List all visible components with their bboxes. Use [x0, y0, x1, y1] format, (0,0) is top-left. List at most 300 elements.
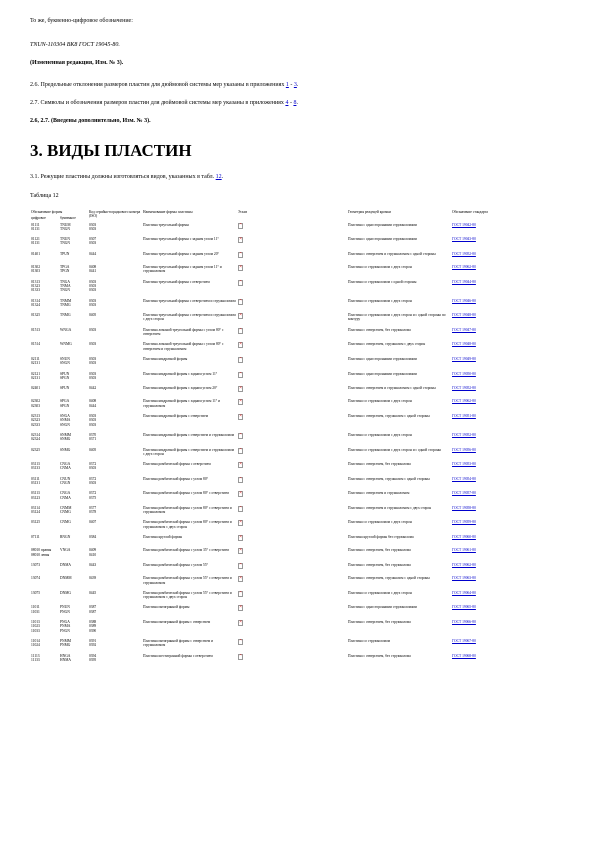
- cell-digital-code: 13073: [31, 562, 40, 567]
- header-sketch: Эскиз: [238, 210, 248, 214]
- cell-serial-code: 0303 0303: [89, 371, 97, 380]
- cell-sketch: [237, 520, 347, 535]
- cell-digital-code: 01513: [31, 327, 40, 332]
- cell-digital-code: 01514: [31, 342, 40, 347]
- table-row: [30, 491, 511, 506]
- cell-serial-code: 0303 0303 0303: [89, 279, 97, 293]
- cell-geometry: Пластина с отверстием, без стружколома: [348, 653, 411, 658]
- cell-shape-name: Пластина шестигранной формы с отверстием: [143, 653, 213, 658]
- header-standard: Обозначение стандарта: [452, 210, 488, 214]
- cell-sketch: [237, 620, 347, 639]
- cell-serial-code: 0405: [89, 447, 97, 452]
- cell-standard: [451, 639, 511, 654]
- cell-alnum-code: SNGA SNMA SNGN: [60, 414, 71, 427]
- standard-link[interactable]: ГОСТ 19062-80: [452, 265, 476, 270]
- standard-link[interactable]: ГОСТ 19067-80: [452, 638, 476, 643]
- table-body: [30, 223, 511, 669]
- broken-image-icon: [238, 372, 243, 378]
- cell-standard: [451, 372, 511, 387]
- broken-image-icon: [238, 223, 243, 229]
- table-row: [30, 237, 511, 252]
- header-shape: Наименование формы пластины: [143, 210, 193, 214]
- broken-image-icon: [238, 491, 243, 497]
- cell-alnum-code: DNMA: [60, 562, 71, 567]
- cell-serial-code: 0370 0371: [89, 432, 97, 442]
- cell-geometry: Пластина с отверстием, без стружколома: [348, 548, 411, 553]
- cell-sketch: [237, 491, 347, 506]
- cell-alnum-code: SNMG: [60, 447, 71, 452]
- cell-digital-code: 08010 правая 08010 левая: [31, 548, 52, 557]
- standard-link[interactable]: ГОСТ 19063-80: [452, 576, 476, 581]
- cell-serial-code: 0445: [89, 590, 97, 595]
- standard-link[interactable]: ГОСТ 19046-80: [452, 298, 476, 303]
- broken-image-icon: [238, 299, 243, 305]
- header-digital: цифровое: [31, 216, 46, 221]
- cell-standard: [451, 506, 511, 521]
- table-row: [30, 520, 511, 535]
- broken-image-icon: [238, 639, 243, 645]
- broken-image-icon: [238, 386, 243, 392]
- cell-geometry: Пластина с отверстием и стружколомом с одной стороны: [348, 386, 436, 391]
- cell-geometry: Пластина со стружколомом с двух сторон: [348, 520, 412, 525]
- cell-standard: [451, 605, 511, 620]
- broken-image-icon: [238, 591, 243, 597]
- cell-digital-code: 11113 11133: [31, 653, 40, 662]
- broken-image-icon: [238, 654, 243, 660]
- cell-geometry: Пластина с односторонними стружколомами: [348, 222, 417, 227]
- cell-shape-name: Пластина ромбической формы с углом 55°: [143, 562, 209, 567]
- standard-link[interactable]: ГОСТ 19052-80: [452, 386, 476, 391]
- cell-geometry: Пластина с отверстием, без стружколома: [348, 562, 411, 567]
- cell-alnum-code: TNMG: [60, 313, 71, 318]
- cell-digital-code: 01313 01323 01333: [31, 279, 40, 293]
- cell-standard: [451, 535, 511, 548]
- cell-geometry: Пластина со стружколомом с двух сторон: [348, 432, 412, 437]
- cell-sketch: [237, 223, 347, 238]
- cell-alnum-code: TNUN TNGN: [60, 237, 70, 246]
- cell-geometry: Пластина с отверстием, стружколом с одной стороны: [348, 476, 430, 481]
- table-row: [30, 386, 511, 399]
- cell-standard: [451, 548, 511, 563]
- standard-link[interactable]: ГОСТ 19065-80: [452, 605, 476, 610]
- section-heading: 3. ВИДЫ ПЛАСТИН: [30, 141, 192, 160]
- standard-link[interactable]: ГОСТ 19064-80: [452, 590, 476, 595]
- cell-shape-name: Пластина треугольной формы: [143, 222, 189, 227]
- cell-serial-code: 0384: [89, 535, 97, 540]
- standard-link[interactable]: ГОСТ 19056-80: [452, 447, 476, 452]
- cell-alnum-code: RNGN: [60, 535, 71, 540]
- cell-sketch: [237, 462, 347, 477]
- standard-link[interactable]: ГОСТ 19060-80: [452, 535, 476, 540]
- cell-geometry: Пластина с односторонними стружколомами: [348, 237, 417, 242]
- broken-image-icon: [238, 462, 243, 468]
- link-appendix-1[interactable]: 1: [285, 82, 289, 88]
- cell-shape-name: Пластина пятигранной формы с отверстием: [143, 620, 211, 625]
- standard-link[interactable]: ГОСТ 19047-80: [452, 327, 476, 332]
- cell-alnum-code: CNGA CNMA: [60, 491, 71, 500]
- broken-image-icon: [238, 506, 243, 512]
- cell-alnum-code: CNUN CNGN: [60, 476, 71, 485]
- standard-link[interactable]: ГОСТ 19044-80: [452, 279, 476, 284]
- cell-shape-name: Пластина ромбической формы с углом 80°: [143, 476, 209, 481]
- cell-digital-code: 02121 02131: [31, 371, 40, 380]
- paragraph-2-7: 2.7. Символы и обозначения размеров пластин для дюймовой системы мер указаны в приложениях 4 - 8.: [30, 100, 298, 106]
- cell-geometry: Пластина с отверстием, без стружколома: [348, 620, 411, 625]
- cell-standard: [451, 491, 511, 506]
- cell-standard: [451, 237, 511, 252]
- cell-digital-code: 02302 02303: [31, 399, 40, 408]
- cell-sketch: [237, 639, 347, 654]
- cell-shape-name: Пластина ромбической формы с углом 35° с отверстием: [143, 548, 229, 553]
- table-row: [30, 280, 511, 299]
- broken-image-icon: [238, 520, 243, 526]
- cell-digital-code: 03114 03124: [31, 505, 40, 515]
- cell-digital-code: 02314 02324: [31, 432, 40, 442]
- broken-image-icon: [238, 620, 243, 626]
- cell-digital-code: 11011 11031: [31, 605, 40, 614]
- standard-link[interactable]: ГОСТ 19059-80: [452, 520, 476, 525]
- cell-alnum-code: CNGA CNMA: [60, 462, 71, 471]
- cell-alnum-code: TPGA TPGN: [60, 265, 70, 274]
- cell-sketch: [237, 654, 347, 669]
- standard-link[interactable]: ГОСТ 19062-80: [452, 562, 476, 567]
- cell-geometry: Пластина со стружколомом с двух сторон и с одной стороны: [348, 447, 441, 452]
- cell-shape-name: Пластина ромбической формы с отверстием: [143, 462, 211, 467]
- cell-shape-name: Пластина треугольной формы с отверстием: [143, 279, 210, 284]
- cell-serial-code: 0405: [89, 313, 97, 318]
- cell-standard: [451, 223, 511, 238]
- table-row: [30, 548, 511, 563]
- table-row: [30, 399, 511, 414]
- amendment-note: (Измененная редакция, Изм. № 3).: [30, 60, 124, 66]
- cell-digital-code: 02401: [31, 386, 40, 391]
- standard-link[interactable]: ГОСТ 19068-80: [452, 653, 476, 658]
- standard-link[interactable]: ГОСТ 19054-80: [452, 476, 476, 481]
- cell-standard: [451, 299, 511, 314]
- standard-link[interactable]: ГОСТ 19061-80: [452, 548, 476, 553]
- cell-serial-code: 0372 0303: [89, 462, 97, 471]
- table-row: [30, 477, 511, 492]
- standard-link[interactable]: ГОСТ 19053-80: [452, 462, 476, 467]
- cell-sketch: [237, 414, 347, 433]
- cell-geometry: Пластина со стружколомом с двух сторон: [348, 298, 412, 303]
- cell-serial-code: 0408 0444: [89, 399, 97, 408]
- cell-digital-code: 02313 02323 02333: [31, 414, 40, 427]
- cell-standard: [451, 620, 511, 639]
- cell-geometry: Пластина с отверстием, стружколом с двух сторон: [348, 342, 426, 347]
- cell-digital-code: 11013 11023 11033: [31, 620, 40, 633]
- cell-geometry: Пластина с односторонними стружколомами: [348, 371, 417, 376]
- cell-shape-name: Пластина ломаной треугольной формы с углом 80° с отверстием и стружколомом: [143, 342, 224, 351]
- table-row: [30, 506, 511, 521]
- cell-shape-name: Пластина треугольной формы с задним углом 20°: [143, 251, 219, 256]
- cell-geometry: Пластина со стружколомом с двух сторон: [348, 590, 412, 595]
- table-header-row: [30, 210, 511, 216]
- cell-serial-code: 0407: [89, 520, 97, 525]
- cell-alnum-code: SPGA SPGN: [60, 399, 70, 408]
- cell-digital-code: 01121 01131: [31, 237, 40, 246]
- cell-geometry: Пластина круглой формы без стружколома: [348, 535, 414, 540]
- cell-standard: [451, 433, 511, 448]
- cell-alnum-code: VNGA: [60, 548, 71, 553]
- cell-digital-code: 03113 03133: [31, 462, 40, 471]
- table-row: [30, 605, 511, 620]
- cell-alnum-code: DNMM: [60, 576, 72, 581]
- cell-digital-code: 13075: [31, 590, 40, 595]
- cell-standard: [451, 265, 511, 280]
- cell-geometry: Пластина с отверстием и стружколомом с двух сторон: [348, 505, 432, 510]
- table-row: [30, 342, 511, 357]
- cell-standard: [451, 399, 511, 414]
- standard-link[interactable]: ГОСТ 19050-80: [452, 371, 476, 376]
- cell-shape-name: Пластина квадратной формы с отверстием и стружколомом с двух сторон: [143, 447, 235, 456]
- cell-alnum-code: TNGA TNMA TNGN: [60, 279, 71, 293]
- cell-shape-name: Пластина круглой формы: [143, 535, 183, 540]
- cell-serial-code: 0372 0303: [89, 476, 97, 485]
- cell-serial-code: 0443: [89, 562, 97, 567]
- cell-serial-code: 0409 0410: [89, 548, 97, 557]
- cell-sketch: [237, 313, 347, 328]
- cell-serial-code: 0372 0375: [89, 491, 97, 500]
- cell-digital-code: 01302 01303: [31, 265, 40, 274]
- cell-standard: [451, 328, 511, 343]
- cell-alnum-code: CNMG: [60, 520, 71, 525]
- cell-geometry: Пластина с односторонними стружколомами: [348, 605, 417, 610]
- cell-sketch: [237, 252, 347, 265]
- cell-geometry: Пластина со стружколомом с двух сторон: [348, 399, 412, 404]
- cell-standard: [451, 520, 511, 535]
- broken-image-icon: [238, 448, 243, 454]
- cell-geometry: Пластина с отверстием и стружколомом: [348, 491, 410, 496]
- cell-serial-code: 0391 0392: [89, 638, 97, 648]
- table-row: [30, 433, 511, 448]
- table-row: [30, 328, 511, 343]
- cell-standard: [451, 576, 511, 591]
- cell-digital-code: 11014 11024: [31, 638, 40, 648]
- cell-alnum-code: PNUN PNGN: [60, 605, 70, 614]
- cell-alnum-code: PNGA PNMA PNGN: [60, 620, 71, 633]
- cell-sketch: [237, 328, 347, 343]
- cell-sketch: [237, 280, 347, 299]
- table-row: [30, 357, 511, 372]
- cell-alnum-code: SNMM SNMG: [60, 432, 71, 442]
- cell-serial-code: 0442: [89, 386, 97, 391]
- header-alnum: буквенное: [60, 216, 76, 221]
- cell-shape-name: Пластина квадратной формы с задним углом 20°: [143, 386, 218, 391]
- table-row: [30, 576, 511, 591]
- cell-sketch: [237, 357, 347, 372]
- cell-digital-code: 07111: [31, 535, 40, 540]
- broken-image-icon: [238, 252, 243, 258]
- cell-alnum-code: HNGA HNMA: [60, 653, 71, 662]
- cell-serial-code: 0303 0303: [89, 298, 97, 307]
- cell-shape-name: Пластина треугольной формы с отверстием и стружколомом: [143, 298, 236, 303]
- cell-sketch: [237, 605, 347, 620]
- broken-image-icon: [238, 477, 243, 483]
- cell-serial-code: 0388 0389 0390: [89, 620, 97, 633]
- cell-alnum-code: TNUM TNGN: [60, 222, 71, 231]
- standard-link[interactable]: ГОСТ 19052-80: [452, 432, 476, 437]
- cell-digital-code: 01314 01324: [31, 298, 40, 307]
- standard-link[interactable]: ГОСТ 19048-80: [452, 313, 476, 318]
- standard-link[interactable]: ГОСТ 19066-80: [452, 620, 476, 625]
- table-row: [30, 372, 511, 387]
- cell-alnum-code: SPUN: [60, 386, 70, 391]
- inserts-table: [30, 210, 511, 668]
- link-table-12[interactable]: 12: [215, 174, 222, 180]
- cell-serial-code: 0377 0378: [89, 505, 97, 515]
- cell-shape-name: Пластина ромбической формы с углом 55° с отверстием и стружколомом: [143, 576, 232, 585]
- cell-sketch: [237, 448, 347, 463]
- cell-sketch: [237, 433, 347, 448]
- cell-serial-code: 0303 0303: [89, 222, 97, 231]
- cell-standard: [451, 414, 511, 433]
- cell-shape-name: Пластина квадратной формы: [143, 356, 188, 361]
- table-caption: Таблица 12: [30, 193, 59, 199]
- broken-image-icon: [238, 399, 243, 405]
- cell-standard: [451, 342, 511, 357]
- cell-sketch: [237, 386, 347, 399]
- header-geometry: Геометрия режущей кромки: [348, 210, 391, 214]
- broken-image-icon: [238, 265, 243, 271]
- standard-link[interactable]: ГОСТ 19051-80: [452, 414, 476, 419]
- broken-image-icon: [238, 576, 243, 582]
- cell-standard: [451, 252, 511, 265]
- cell-serial-code: 0303 0303 0303: [89, 414, 97, 427]
- intro-line-1: То же, буквенно-цифровое обозначение:: [30, 18, 133, 24]
- cell-alnum-code: SPUN SPGN: [60, 371, 70, 380]
- cell-shape-name: Пластина квадратной формы с отверстием: [143, 414, 209, 419]
- cell-geometry: Пластина с односторонними стружколомами: [348, 356, 417, 361]
- designation-example: TNUN-110304 BK8 ГОСТ 19045-80.: [30, 42, 120, 48]
- cell-digital-code: 03113 03123: [31, 491, 40, 500]
- cell-digital-code: 03125: [31, 520, 40, 525]
- broken-image-icon: [238, 342, 243, 348]
- table-row: [30, 591, 511, 606]
- broken-image-icon: [238, 280, 243, 286]
- cell-shape-name: Пластина ломаной треугольной формы с углом 80° с отверстием: [143, 327, 224, 337]
- cell-geometry: Пластина со стружколомом с двух сторон: [348, 265, 412, 270]
- cell-digital-code: 02325: [31, 447, 40, 452]
- cell-sketch: [237, 399, 347, 414]
- cell-shape-name: Пластина квадратной формы с задним углом 11° и стружколомом: [143, 399, 221, 408]
- broken-image-icon: [238, 357, 243, 363]
- cell-standard: [451, 477, 511, 492]
- broken-image-icon: [238, 313, 243, 319]
- cell-geometry: Пластина с отверстием, стружколом с одной стороны: [348, 576, 430, 581]
- cell-serial-code: 0307 0303: [89, 237, 97, 246]
- standard-link[interactable]: ГОСТ 19042-80: [452, 222, 476, 227]
- header-code: Код серийно-порядкового номера (ISO): [89, 210, 141, 219]
- cell-standard: [451, 280, 511, 299]
- broken-image-icon: [238, 433, 243, 439]
- table-row: [30, 654, 511, 669]
- link-appendix-4[interactable]: 4: [285, 100, 289, 106]
- cell-standard: [451, 386, 511, 399]
- cell-standard: [451, 462, 511, 477]
- table-row: [30, 620, 511, 639]
- cell-shape-name: Пластина ромбической формы с углом 80° с отверстием и стружколомом с двух сторон: [143, 520, 232, 529]
- cell-shape-name: Пластина пятигранной формы: [143, 605, 190, 610]
- cell-sketch: [237, 535, 347, 548]
- link-appendix-3[interactable]: 3: [293, 82, 297, 88]
- cell-shape-name: Пластина треугольной формы с отверстием и стружколомом с двух сторон: [143, 313, 236, 322]
- broken-image-icon: [238, 328, 243, 334]
- cell-shape-name: Пластина квадратной формы с задним углом 11°: [143, 371, 218, 376]
- standard-link[interactable]: ГОСТ 19062-80: [452, 399, 476, 404]
- cell-alnum-code: WNMG: [60, 342, 72, 347]
- link-appendix-8[interactable]: 8: [293, 100, 297, 106]
- table-row: [30, 462, 511, 477]
- cell-sketch: [237, 342, 347, 357]
- table-row: [30, 313, 511, 328]
- cell-geometry: Пластина со стружколомом с одной стороны: [348, 279, 417, 284]
- cell-standard: [451, 357, 511, 372]
- cell-sketch: [237, 576, 347, 591]
- standard-link[interactable]: ГОСТ 19049-80: [452, 356, 476, 361]
- cell-sketch: [237, 372, 347, 387]
- cell-shape-name: Пластина ромбической формы с углом 80° с отверстием: [143, 491, 229, 496]
- cell-alnum-code: WNGA: [60, 327, 72, 332]
- cell-digital-code: 01111 01131: [31, 222, 40, 231]
- standard-link[interactable]: ГОСТ 19048-80: [452, 342, 476, 347]
- standard-link[interactable]: ГОСТ 19052-80: [452, 251, 476, 256]
- cell-serial-code: 0303 0303: [89, 356, 97, 366]
- broken-image-icon: [238, 563, 243, 569]
- paragraph-3-1: 3.1. Режущие пластины должны изготовляться видов, указанных в табл. 12.: [30, 174, 224, 180]
- cell-shape-name: Пластина квадратной формы с отверстием и стружколомом: [143, 432, 235, 437]
- cell-digital-code: 13074: [31, 576, 40, 581]
- table-row: [30, 563, 511, 576]
- cell-geometry: Пластина со стружколомом: [348, 638, 391, 643]
- cell-shape-name: Пластина ромбической формы с углом 80° с отверстием и стружколомом: [143, 505, 232, 515]
- cell-alnum-code: SNUN SNGN: [60, 356, 70, 366]
- cell-serial-code: 0444: [89, 251, 97, 256]
- table-row: [30, 414, 511, 433]
- standard-link[interactable]: ГОСТ 19043-80: [452, 237, 476, 242]
- header-designation: Обозначение формы: [31, 210, 63, 214]
- table-row: [30, 223, 511, 238]
- cell-serial-code: 0408 0441: [89, 265, 97, 274]
- cell-alnum-code: TPUN: [60, 251, 70, 256]
- cell-sketch: [237, 563, 347, 576]
- cell-sketch: [237, 591, 347, 606]
- cell-digital-code: 01325: [31, 313, 40, 318]
- table-row: [30, 639, 511, 654]
- cell-serial-code: 0303: [89, 342, 97, 347]
- cell-alnum-code: PNMM PNMG: [60, 638, 71, 648]
- standard-link[interactable]: ГОСТ 19058-80: [452, 505, 476, 510]
- cell-digital-code: 02111 02131: [31, 356, 40, 366]
- broken-image-icon: [238, 237, 243, 243]
- cell-serial-code: 0387 0387: [89, 605, 97, 614]
- broken-image-icon: [238, 548, 243, 554]
- cell-alnum-code: TNMM TNMG: [60, 298, 72, 307]
- cell-digital-code: 01401: [31, 251, 40, 256]
- cell-sketch: [237, 237, 347, 252]
- cell-sketch: [237, 265, 347, 280]
- table-row: [30, 299, 511, 314]
- cell-sketch: [237, 477, 347, 492]
- cell-sketch: [237, 506, 347, 521]
- cell-standard: [451, 591, 511, 606]
- standard-link[interactable]: ГОСТ 19057-80: [452, 491, 476, 496]
- cell-standard: [451, 313, 511, 328]
- cell-shape-name: Пластина ромбической формы с углом 55° с отверстием и стружколомом с двух сторон: [143, 590, 232, 600]
- cell-shape-name: Пластина пятигранной формы с отверстием и стружколомом: [143, 638, 214, 648]
- cell-digital-code: 03111 03131: [31, 476, 40, 485]
- cell-geometry: Пластина с отверстием, без стружколома: [348, 462, 411, 467]
